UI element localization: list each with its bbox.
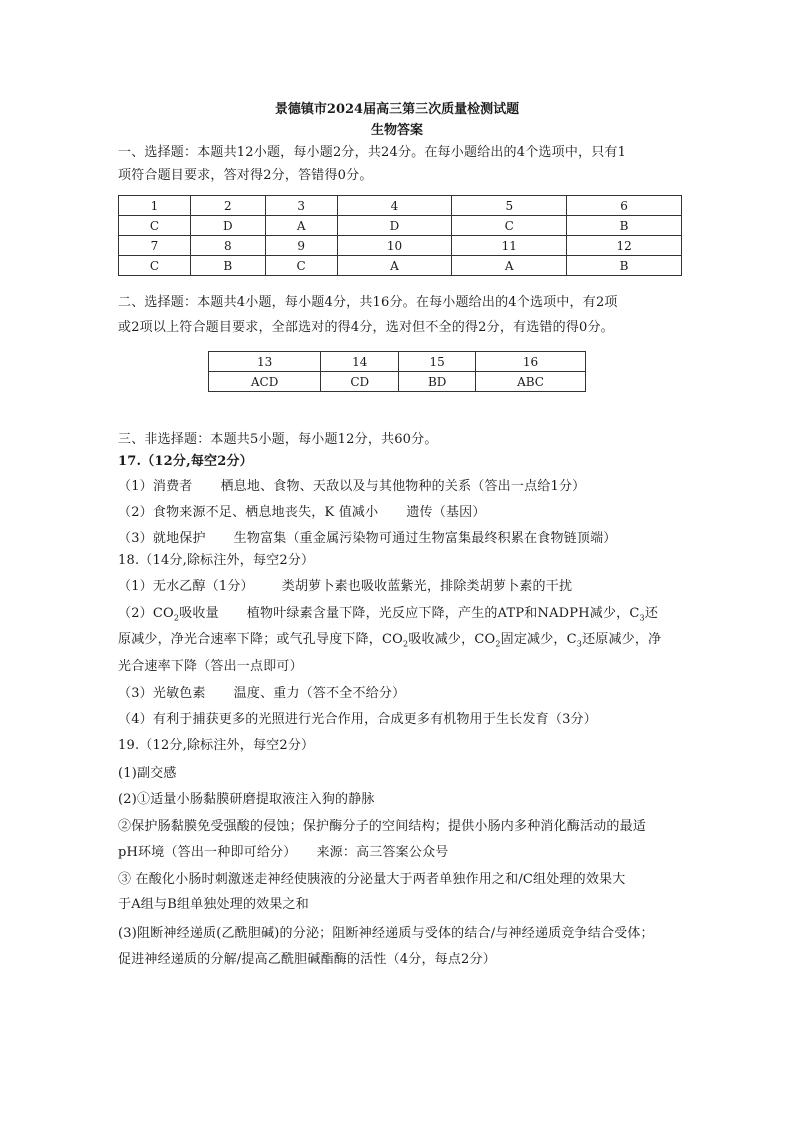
section1-answer-table bbox=[118, 195, 682, 276]
q19-answer-2-2-text: pH环境（答出一种即可给分） bbox=[118, 845, 297, 860]
section2-table-cell: 13 bbox=[209, 352, 321, 372]
q18-answer-2-line1 bbox=[118, 602, 658, 623]
section1-table-row bbox=[119, 216, 682, 236]
q17-answer-1a: （1）消费者 bbox=[118, 479, 193, 494]
section1-table-cell: C bbox=[119, 256, 191, 276]
q18-l2-part-a: 原减少，净光合速率下降；或气孔导度下降，CO bbox=[118, 632, 404, 647]
q17-answer-1 bbox=[118, 475, 585, 494]
section1-table-cell: 8 bbox=[190, 236, 265, 256]
section2-table-cell: ACD bbox=[209, 372, 321, 392]
q17-answer-3 bbox=[118, 527, 616, 546]
doc-title: 景德镇市2024届高三第三次质量检测试题 bbox=[274, 102, 520, 117]
q18-l2-part-d: 还原减少，净 bbox=[582, 632, 662, 647]
q19-answer-2-3-line2: 于A组与B组单独处理的效果之和 bbox=[118, 897, 309, 912]
section1-table-cell: 10 bbox=[337, 236, 452, 256]
section1-table-cell: 7 bbox=[119, 236, 191, 256]
q17-answer-2 bbox=[118, 501, 486, 520]
section1-table-cell: 5 bbox=[452, 196, 567, 216]
section1-table-cell: C bbox=[119, 216, 191, 236]
source-note: 来源：高三答案公众号 bbox=[316, 845, 449, 860]
q18-answer-1b: 类胡萝卜素也吸收蓝紫光，排除类胡萝卜素的干扰 bbox=[281, 579, 573, 594]
section1-table-row bbox=[119, 196, 682, 216]
section3-intro: 三、非选择题：本题共5小题，每小题12分，共60分。 bbox=[118, 432, 438, 447]
q17-answer-2a: （2）食物来源不足、栖息地丧失，K 值减小 bbox=[118, 505, 379, 520]
q18-answer-2-line3: 光合速率下降（答出一点即可） bbox=[118, 659, 303, 674]
section2-intro-line1: 二、选择题：本题共4小题，每小题4分，共16分。在每小题给出的4个选项中，有2项 bbox=[118, 295, 618, 310]
section1-table-cell: 11 bbox=[452, 236, 567, 256]
q17-heading: 17.（12分,每空2分） bbox=[118, 454, 253, 469]
section2-table-cell: CD bbox=[321, 372, 399, 392]
section1-table-body bbox=[119, 196, 682, 276]
section1-table-cell: C bbox=[265, 256, 337, 276]
q18-co2-subscript: 2 bbox=[173, 613, 180, 623]
section1-intro-line2: 项符合题目要求，答对得2分，答错得0分。 bbox=[118, 168, 373, 183]
section1-table-cell: A bbox=[337, 256, 452, 276]
section2-intro-line2: 或2项以上符合题目要求，全部选对的得4分，选对但不全的得2分，有选错的得0分。 bbox=[118, 320, 614, 335]
section1-table-cell: 4 bbox=[337, 196, 452, 216]
q18-l2-part-b: 吸收减少，CO bbox=[408, 632, 496, 647]
q18-answer-3b: 温度、重力（答不全不给分） bbox=[233, 686, 406, 701]
q19-answer-1: (1)副交感 bbox=[118, 766, 177, 781]
q19-answer-2-3-line1: ③ 在酸化小肠时刺激迷走神经使胰液的分泌量大于两者单独作用之和/C组处理的效果大 bbox=[118, 872, 626, 887]
section2-table-cell: ABC bbox=[476, 372, 586, 392]
q18-answer-1a: （1）无水乙醇（1分） bbox=[118, 579, 254, 594]
q18-answer-3 bbox=[118, 682, 405, 701]
q18-absorb-label: 吸收量 bbox=[179, 606, 219, 621]
section2-table-cell: 16 bbox=[476, 352, 586, 372]
section1-table-cell: A bbox=[452, 256, 567, 276]
section1-table-cell: 12 bbox=[567, 236, 682, 256]
q17-answer-2b: 遗传（基因） bbox=[406, 505, 486, 520]
section1-table-cell: 3 bbox=[265, 196, 337, 216]
section2-table-row bbox=[209, 372, 586, 392]
q17-answer-1b: 栖息地、食物、天敌以及与其他物种的关系（答出一点给1分） bbox=[220, 479, 586, 494]
section1-table-cell: C bbox=[452, 216, 567, 236]
section2-answer-table bbox=[208, 351, 586, 392]
section1-table-row bbox=[119, 256, 682, 276]
section1-table-cell: B bbox=[567, 216, 682, 236]
section1-table-cell: D bbox=[337, 216, 452, 236]
section1-table-cell: 2 bbox=[190, 196, 265, 216]
q18-answer-3a: （3）光敏色素 bbox=[118, 686, 206, 701]
q17-answer-3a: （3）就地保护 bbox=[118, 531, 206, 546]
q18-answer-2-text: 植物叶绿素含量下降，光反应下降，产生的ATP和NADPH减少，C bbox=[246, 606, 640, 621]
section1-table-cell: 9 bbox=[265, 236, 337, 256]
q18-answer-2-end: 还 bbox=[644, 606, 659, 621]
q18-l2-sub-1: 2 bbox=[403, 639, 409, 649]
section1-table-cell: B bbox=[567, 256, 682, 276]
q18-answer-4: （4）有利于捕获更多的光照进行光合作用，合成更多有机物用于生长发育（3分） bbox=[118, 712, 597, 727]
section2-table-cell: BD bbox=[399, 372, 476, 392]
q19-answer-3-line1: (3)阻断神经递质(乙酰胆碱)的分泌；阻断神经递质与受体的结合/与神经递质竞争结合受体； bbox=[118, 926, 654, 941]
q18-l2-sub-2: 2 bbox=[495, 639, 501, 649]
q19-answer-2-2-line2 bbox=[118, 841, 448, 860]
q18-c3-subscript: 3 bbox=[639, 613, 645, 623]
q18-l2-sub-3: 3 bbox=[576, 639, 583, 649]
q18-l2-part-c: 固定减少，C bbox=[500, 632, 577, 647]
section1-intro-line1: 一、选择题：本题共12小题，每小题2分，共24分。在每小题给出的4个选项中，只有1 bbox=[118, 145, 627, 160]
section2-table-cell: 15 bbox=[399, 352, 476, 372]
q18-answer-1 bbox=[118, 575, 572, 594]
section1-table-cell: 1 bbox=[119, 196, 191, 216]
q19-heading: 19.（12分,除标注外，每空2分） bbox=[118, 738, 315, 753]
section1-table-cell: D bbox=[190, 216, 265, 236]
q17-answer-3b: 生物富集（重金属污染物可通过生物富集最终积累在食物链顶端） bbox=[233, 531, 617, 546]
section1-table-row bbox=[119, 236, 682, 256]
section2-table-row bbox=[209, 352, 586, 372]
q18-co2-label: （2）CO bbox=[118, 606, 174, 621]
section1-table-cell: B bbox=[190, 256, 265, 276]
q18-heading: 18.（14分,除标注外，每空2分） bbox=[118, 553, 315, 568]
doc-subtitle: 生物答案 bbox=[370, 123, 423, 138]
section1-table-cell: 6 bbox=[567, 196, 682, 216]
q19-answer-3-line2: 促进神经递质的分解/提高乙酰胆碱酯酶的活性（4分，每点2分） bbox=[118, 952, 496, 967]
q18-answer-2-line2 bbox=[118, 628, 661, 649]
q19-answer-2-2-line1: ②保护肠黏膜免受强酸的侵蚀；保护酶分子的空间结构；提供小肠内多种消化酶活动的最适 bbox=[118, 819, 647, 834]
section2-table-body bbox=[209, 352, 586, 392]
section2-table-cell: 14 bbox=[321, 352, 399, 372]
q19-answer-2-1: (2)①适量小肠黏膜研磨提取液注入狗的静脉 bbox=[118, 792, 375, 807]
section1-table-cell: A bbox=[265, 216, 337, 236]
